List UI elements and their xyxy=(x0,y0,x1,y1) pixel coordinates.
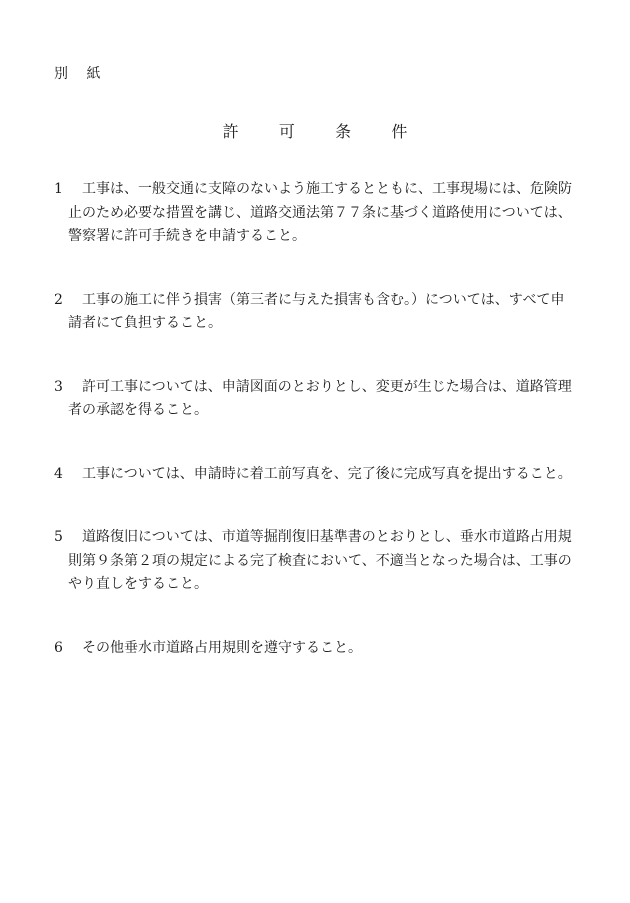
condition-text xyxy=(54,637,584,661)
conditions-list xyxy=(54,178,584,700)
page-title: 許 可 条 件 xyxy=(222,122,426,141)
condition-item-3 xyxy=(54,376,584,423)
condition-line: 則第９条第２項の規定による完了検査において、不適当となった場合は、工事の xyxy=(68,552,572,569)
condition-text xyxy=(54,376,584,423)
condition-text xyxy=(54,178,584,249)
condition-line: 工事については、申請時に着工前写真を、完了後に完成写真を提出すること。 xyxy=(82,465,572,482)
condition-number: 2 xyxy=(54,291,63,308)
condition-line: 者の承認を得ること。 xyxy=(68,402,208,418)
condition-text xyxy=(54,463,584,487)
condition-line: 止のため必要な措置を講じ、道路交通法第７７条に基づく道路使用については、 xyxy=(68,204,572,221)
condition-line: やり直しをすること。 xyxy=(68,576,208,592)
condition-item-4 xyxy=(54,463,584,487)
condition-number: 3 xyxy=(54,378,63,395)
condition-line: 請者にて負担すること。 xyxy=(68,315,222,331)
condition-text xyxy=(54,526,584,597)
condition-item-5 xyxy=(54,526,584,597)
condition-line: 工事の施工に伴う損害（第三者に与えた損害も含む。）については、すべて申 xyxy=(82,291,565,308)
condition-line: 警察署に許可手続きを申請すること。 xyxy=(68,228,306,244)
condition-item-6 xyxy=(54,637,584,661)
condition-line: 工事は、一般交通に支障のないよう施工するとともに、工事現場には、危険防 xyxy=(82,181,572,197)
condition-number: 1 xyxy=(54,181,63,197)
attachment-label: 別 紙 xyxy=(54,66,108,82)
condition-item-2 xyxy=(54,289,584,336)
condition-line: 道路復旧については、市道等掘削復旧基準書のとおりとし、垂水市道路占用規 xyxy=(82,529,572,545)
condition-number: 4 xyxy=(54,465,63,482)
condition-text xyxy=(54,289,584,336)
condition-number: 5 xyxy=(54,529,63,545)
condition-item-1 xyxy=(54,178,584,249)
condition-number: 6 xyxy=(54,639,63,656)
condition-line: 許可工事については、申請図面のとおりとし、変更が生じた場合は、道路管理 xyxy=(82,378,572,395)
condition-line: その他垂水市道路占用規則を遵守すること。 xyxy=(82,639,362,656)
